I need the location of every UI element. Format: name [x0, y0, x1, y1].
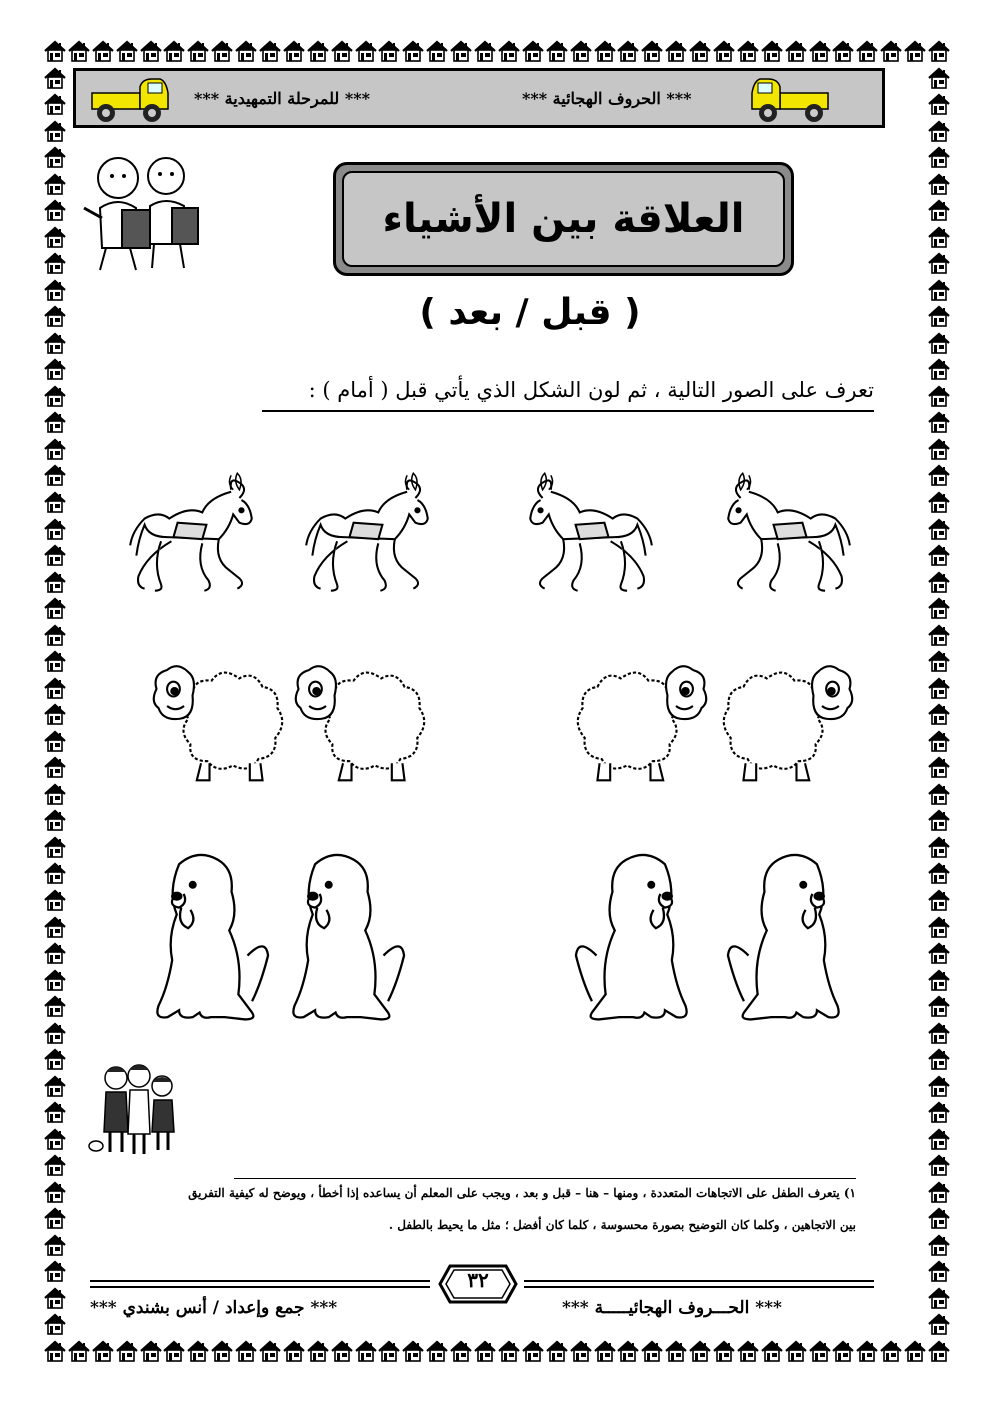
house-icon [44, 411, 66, 433]
house-icon [713, 1340, 735, 1362]
house-icon [761, 1340, 783, 1362]
house-icon [474, 40, 496, 62]
house-icon [785, 1340, 807, 1362]
house-icon [187, 1340, 209, 1362]
footnote-line-1: ١) يتعرف الطفل على الاتجاهات المتعددة ، ومنها – هنا – قبل و بعد ، ويجب على المعلم أن يساعده إذا أخطأ ، ويوضح له كيفية التفريق [188, 1186, 856, 1200]
house-icon [44, 120, 66, 142]
house-icon [259, 1340, 281, 1362]
header-left-text: *** للمرحلة التمهيدية *** [194, 89, 370, 108]
house-icon [928, 146, 950, 168]
separator-right [524, 1280, 874, 1288]
house-icon [928, 1340, 950, 1362]
house-icon [928, 1075, 950, 1097]
house-icon [904, 1340, 926, 1362]
house-icon [283, 1340, 305, 1362]
house-icon [928, 916, 950, 938]
house-icon [44, 1101, 66, 1123]
house-icon [44, 464, 66, 486]
house-icon [928, 1128, 950, 1150]
house-icon [259, 40, 281, 62]
house-icon [450, 40, 472, 62]
house-icon [44, 1260, 66, 1282]
page-title: العلاقة بين الأشياء [342, 171, 785, 267]
house-icon [378, 1340, 400, 1362]
house-icon [928, 358, 950, 380]
house-icon [785, 40, 807, 62]
house-icon [928, 1313, 950, 1335]
house-icon [737, 1340, 759, 1362]
house-icon [44, 1313, 66, 1335]
house-icon [44, 1207, 66, 1229]
house-icon [928, 411, 950, 433]
house-icon [594, 40, 616, 62]
house-icon [928, 969, 950, 991]
house-icon [355, 40, 377, 62]
house-icon [928, 809, 950, 831]
house-icon [44, 305, 66, 327]
house-icon [44, 67, 66, 89]
title-box [333, 162, 794, 276]
house-icon [44, 226, 66, 248]
footnote-line-2: بين الاتجاهين ، وكلما كان التوضيح بصورة محسوسة ، كلما كان أفضل ؛ مثل ما يحيط بالطفل . [388, 1218, 856, 1232]
header-right-text: *** الحروف الهجائية *** [522, 89, 692, 108]
house-icon [44, 279, 66, 301]
house-icon [140, 40, 162, 62]
house-icon [641, 40, 663, 62]
house-icon [116, 1340, 138, 1362]
house-icon [235, 1340, 257, 1362]
horse-icon[interactable] [300, 448, 436, 618]
house-icon [904, 40, 926, 62]
children-icon [80, 148, 205, 276]
house-icon [44, 836, 66, 858]
house-icon [44, 146, 66, 168]
house-icon [44, 544, 66, 566]
house-icon [355, 1340, 377, 1362]
sheep-icon[interactable] [290, 648, 430, 798]
house-icon [44, 862, 66, 884]
house-icon [44, 518, 66, 540]
house-icon [44, 756, 66, 778]
house-icon [44, 1048, 66, 1070]
house-icon [928, 67, 950, 89]
house-icon [856, 1340, 878, 1362]
house-icon [498, 1340, 520, 1362]
house-icon [402, 1340, 424, 1362]
house-icon [378, 40, 400, 62]
house-icon [928, 862, 950, 884]
house-icon [928, 597, 950, 619]
house-icon [880, 1340, 902, 1362]
house-icon [928, 677, 950, 699]
house-icon [928, 464, 950, 486]
house-icon [44, 93, 66, 115]
house-icon [44, 597, 66, 619]
house-icon [928, 942, 950, 964]
house-icon [44, 942, 66, 964]
house-icon [928, 279, 950, 301]
sheep-icon[interactable] [718, 648, 858, 798]
house-icon [928, 544, 950, 566]
house-icon [928, 1101, 950, 1123]
house-icon [44, 491, 66, 513]
house-icon [44, 889, 66, 911]
sheep-icon[interactable] [148, 648, 288, 798]
house-icon [928, 93, 950, 115]
house-icon [331, 40, 353, 62]
house-icon [713, 40, 735, 62]
house-icon [928, 385, 950, 407]
horse-icon[interactable] [124, 448, 260, 618]
house-icon [44, 1075, 66, 1097]
house-icon [928, 756, 950, 778]
house-icon [44, 783, 66, 805]
house-icon [856, 40, 878, 62]
house-icon [116, 40, 138, 62]
house-icon [928, 1260, 950, 1282]
house-icon [928, 1048, 950, 1070]
house-icon [546, 1340, 568, 1362]
footer-left-text: *** جمع وإعداد / أنس بشندي *** [90, 1298, 338, 1318]
house-icon [641, 1340, 663, 1362]
house-icon [187, 40, 209, 62]
house-icon [737, 40, 759, 62]
footnote-divider [234, 1178, 856, 1179]
house-icon [928, 173, 950, 195]
house-icon [689, 1340, 711, 1362]
subtitle: ( قبل / بعد ) [419, 292, 641, 333]
house-icon [928, 40, 950, 62]
house-icon [44, 650, 66, 672]
house-icon [44, 969, 66, 991]
house-icon [426, 1340, 448, 1362]
house-icon [928, 730, 950, 752]
house-icon [928, 120, 950, 142]
house-icon [928, 332, 950, 354]
house-icon [474, 1340, 496, 1362]
house-icon [44, 1181, 66, 1203]
house-icon [283, 40, 305, 62]
horse-icon[interactable] [720, 448, 856, 618]
instruction: تعرف على الصور التالية ، ثم لون الشكل الذي يأتي قبل ( أمام ) : [262, 378, 874, 412]
horse-icon[interactable] [522, 448, 658, 618]
house-icon [44, 199, 66, 221]
house-icon [928, 1181, 950, 1203]
house-icon [44, 252, 66, 274]
house-icon [522, 40, 544, 62]
house-icon [44, 385, 66, 407]
house-icon [928, 1022, 950, 1044]
sheep-icon[interactable] [572, 648, 712, 798]
house-icon [44, 1234, 66, 1256]
house-icon [235, 40, 257, 62]
house-icon [44, 624, 66, 646]
house-icon [44, 358, 66, 380]
house-icon [928, 438, 950, 460]
house-icon [44, 1022, 66, 1044]
house-icon [928, 624, 950, 646]
house-icon [44, 730, 66, 752]
house-icon [44, 40, 66, 62]
house-icon [307, 1340, 329, 1362]
house-icon [44, 995, 66, 1017]
house-icon [307, 40, 329, 62]
house-icon [44, 1154, 66, 1176]
header-bar [73, 68, 885, 128]
house-icon [44, 438, 66, 460]
truck-icon [86, 75, 172, 125]
house-icon [928, 650, 950, 672]
house-icon [44, 571, 66, 593]
house-icon [928, 783, 950, 805]
house-icon [522, 1340, 544, 1362]
house-icon [68, 40, 90, 62]
house-icon [928, 1207, 950, 1229]
house-icon [163, 40, 185, 62]
house-icon [331, 1340, 353, 1362]
house-icon [665, 1340, 687, 1362]
house-icon [665, 40, 687, 62]
house-icon [809, 1340, 831, 1362]
house-icon [832, 40, 854, 62]
house-icon [928, 252, 950, 274]
dog-icon[interactable] [720, 846, 866, 1024]
house-icon [44, 809, 66, 831]
family-icon [84, 1062, 180, 1158]
house-icon [498, 40, 520, 62]
house-icon [928, 305, 950, 327]
house-icon [140, 1340, 162, 1362]
house-icon [44, 703, 66, 725]
house-icon [92, 1340, 114, 1362]
page-number: ٣٢ [467, 1268, 489, 1292]
house-icon [546, 40, 568, 62]
house-icon [594, 1340, 616, 1362]
house-icon [402, 40, 424, 62]
house-icon [809, 40, 831, 62]
footer-right-text: *** الحـــروف الهجائيـــــة *** [562, 1298, 782, 1318]
separator-left [90, 1280, 430, 1288]
house-icon [928, 995, 950, 1017]
dog-icon[interactable] [266, 846, 412, 1024]
house-icon [68, 1340, 90, 1362]
house-icon [92, 40, 114, 62]
house-icon [211, 40, 233, 62]
house-icon [44, 1128, 66, 1150]
house-icon [928, 491, 950, 513]
house-icon [928, 1234, 950, 1256]
house-icon [44, 916, 66, 938]
house-icon [44, 1340, 66, 1362]
house-icon [928, 1287, 950, 1309]
house-icon [426, 40, 448, 62]
house-icon [928, 199, 950, 221]
house-icon [928, 226, 950, 248]
house-icon [570, 40, 592, 62]
house-icon [928, 1154, 950, 1176]
house-icon [44, 677, 66, 699]
house-icon [211, 1340, 233, 1362]
house-icon [570, 1340, 592, 1362]
house-icon [617, 1340, 639, 1362]
house-icon [44, 332, 66, 354]
house-icon [689, 40, 711, 62]
house-icon [928, 836, 950, 858]
house-icon [450, 1340, 472, 1362]
house-icon [44, 173, 66, 195]
house-icon [761, 40, 783, 62]
house-icon [832, 1340, 854, 1362]
house-icon [928, 889, 950, 911]
house-icon [617, 40, 639, 62]
house-icon [163, 1340, 185, 1362]
truck-icon [748, 75, 834, 125]
house-icon [928, 518, 950, 540]
house-icon [880, 40, 902, 62]
dog-icon[interactable] [568, 846, 714, 1024]
house-icon [928, 571, 950, 593]
house-icon [44, 1287, 66, 1309]
house-icon [928, 703, 950, 725]
dog-icon[interactable] [130, 846, 276, 1024]
